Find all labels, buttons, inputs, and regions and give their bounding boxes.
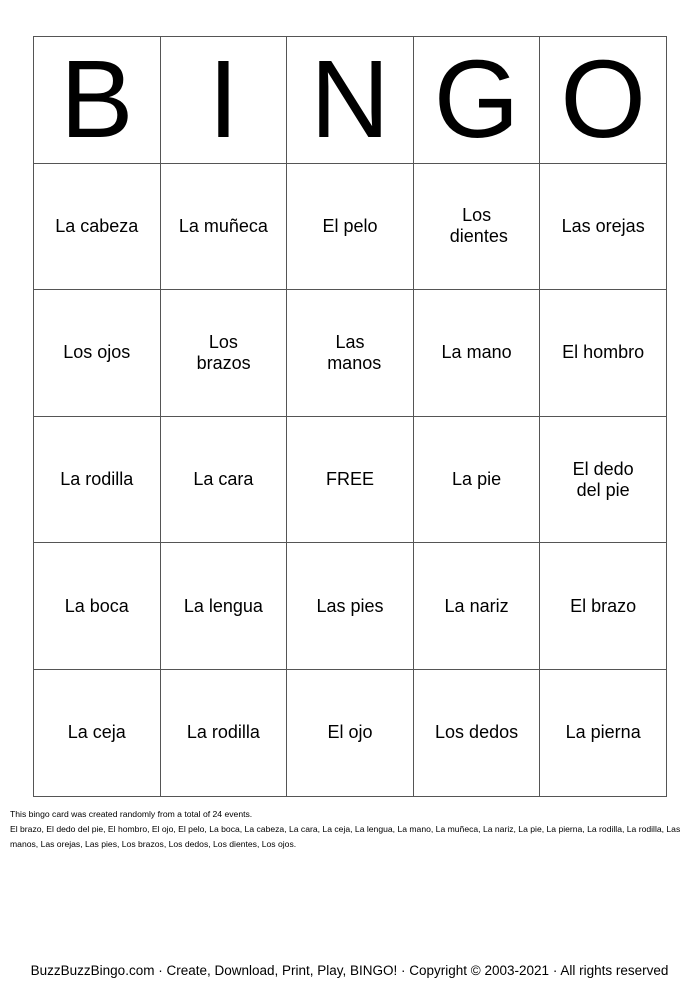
bingo-cell: La cara — [160, 416, 287, 543]
bingo-cell: El dedo del pie — [540, 416, 667, 543]
header-letter: O — [540, 37, 667, 164]
note-event-list: El brazo, El dedo del pie, El hombro, El ojo, El pelo, La boca, La cabeza, La cara, La ceja, La lengua, La mano, La muñeca, La nariz, La pie, La pierna, La rodilla, La rodilla, Las manos, Las orejas, Las pies, Los brazos, Los dedos, Los dientes, Los ojos. — [10, 824, 681, 849]
bingo-cell: Los dedos — [413, 669, 540, 796]
bingo-cell: La cabeza — [34, 163, 161, 290]
note-summary: This bingo card was created randomly from a total of 24 events. — [10, 809, 253, 819]
bingo-cell: Los brazos — [160, 290, 287, 417]
bingo-cell: La pierna — [540, 669, 667, 796]
bingo-cell: La ceja — [34, 669, 161, 796]
bingo-cell: El brazo — [540, 543, 667, 670]
card-row — [34, 669, 667, 796]
bingo-cell: El hombro — [540, 290, 667, 417]
bingo-cell: La rodilla — [34, 416, 161, 543]
bingo-cell: Las manos — [287, 290, 414, 417]
header-letter: I — [160, 37, 287, 164]
bingo-card — [33, 36, 667, 797]
bingo-cell: Las orejas — [540, 163, 667, 290]
bingo-cell: La rodilla — [160, 669, 287, 796]
header-letter: N — [287, 37, 414, 164]
bingo-cell: La nariz — [413, 543, 540, 670]
card-note — [10, 806, 695, 852]
header-letter: G — [413, 37, 540, 164]
header-row — [34, 37, 667, 164]
bingo-cell: La boca — [34, 543, 161, 670]
bingo-cell: Los ojos — [34, 290, 161, 417]
card-row — [34, 163, 667, 290]
footer: BuzzBuzzBingo.com · Create, Download, Print, Play, BINGO! · Copyright © 2003-2021 · All rights reserved — [30, 963, 669, 978]
bingo-cell: Las pies — [287, 543, 414, 670]
bingo-cell: El pelo — [287, 163, 414, 290]
header-letter: B — [34, 37, 161, 164]
bingo-cell: El ojo — [287, 669, 414, 796]
bingo-cell: La mano — [413, 290, 540, 417]
card-row — [34, 543, 667, 670]
bingo-cell: Los dientes — [413, 163, 540, 290]
bingo-cell: La muñeca — [160, 163, 287, 290]
bingo-cell: La pie — [413, 416, 540, 543]
card-row — [34, 416, 667, 543]
card-row — [34, 290, 667, 417]
free-cell: FREE — [287, 416, 414, 543]
bingo-cell: La lengua — [160, 543, 287, 670]
